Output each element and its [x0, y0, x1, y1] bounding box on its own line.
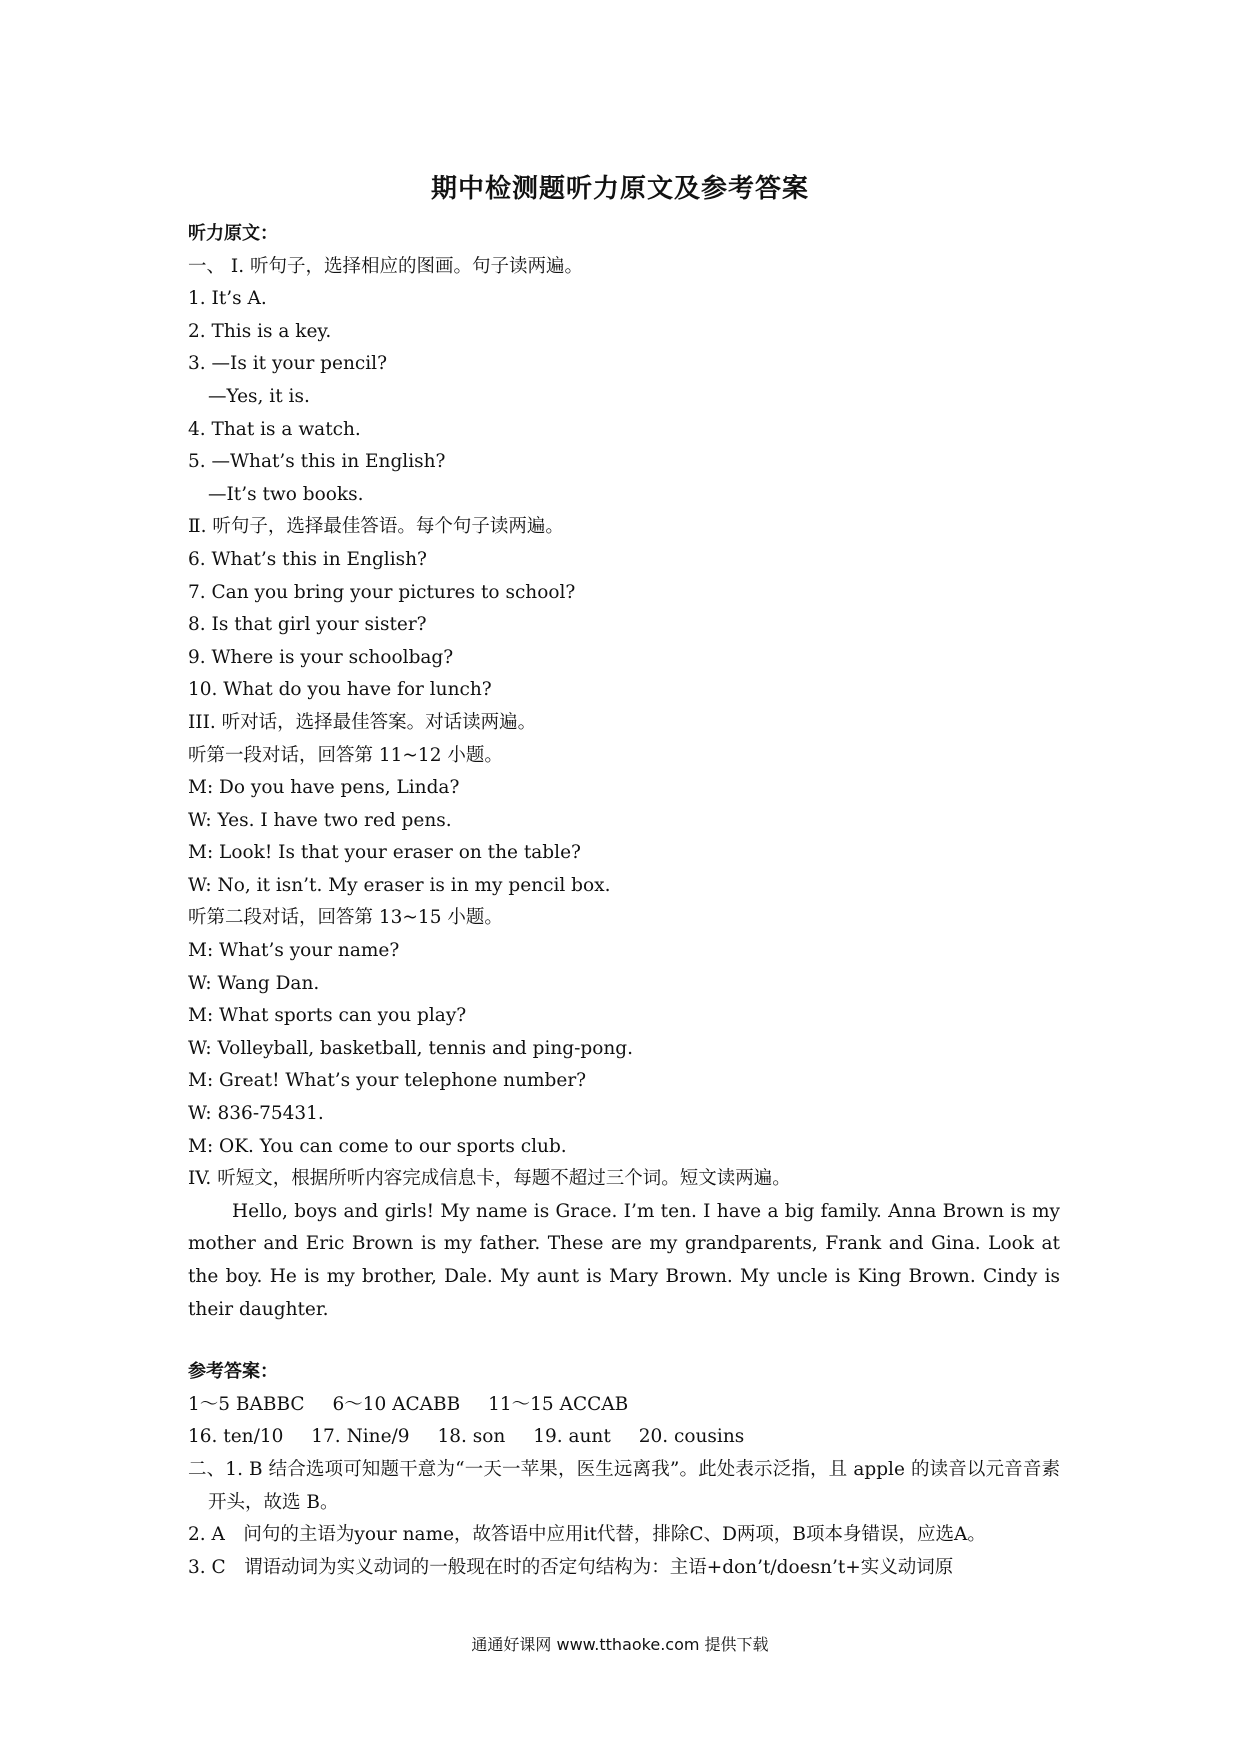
transcript-line: 9. Where is your schoolbag? [188, 646, 454, 668]
explanation-1: 二、1. B 结合选项可知题干意为“一天一苹果，医生远离我”。此处表示泛指，且 apple 的读音以元音音素开头，故选 B。 [188, 1458, 1060, 1513]
transcript-line: III. 听对话，选择最佳答案。对话读两遍。 [188, 711, 537, 733]
footer-source: 通通好课网 www.tthaoke.com 提供下载 [471, 1635, 769, 1654]
transcript-line: W: Wang Dan. [188, 972, 320, 994]
passage-paragraph: Hello, boys and girls! My name is Grace. I’m ten. I have a big family. Anna Brown is my mother and Eric Brown is my father. These are my grandparents, Frank and Gina. Look at the boy. He is my brother, Dale. My aunt is Mary Brown. My uncle is King Brown. Cindy is their daughter. [188, 1200, 1060, 1320]
transcript-line: W: Volleyball, basketball, tennis and ping-pong. [188, 1037, 634, 1059]
transcript-line: 8. Is that girl your sister? [188, 614, 427, 636]
transcript-line: M: Great! What’s your telephone number? [188, 1070, 587, 1092]
transcript-line: IV. 听短文，根据所听内容完成信息卡，每题不超过三个词。短文读两遍。 [188, 1168, 791, 1190]
transcript-line: W: 836-75431. [188, 1103, 324, 1125]
transcript-line: 10. What do you have for lunch? [188, 679, 492, 701]
transcript-line: Ⅱ. 听句子，选择最佳答语。每个句子读两遍。 [188, 516, 564, 538]
explanation-3: 3. C 谓语动词为实义动词的一般现在时的否定句结构为：主语+don’t/doesn’t+实义动词原 [188, 1556, 954, 1578]
transcript-line: 2. This is a key. [188, 320, 332, 342]
transcript-line: —It’s two books. [208, 483, 364, 505]
transcript-line: M: What sports can you play? [188, 1005, 467, 1027]
answer-item: 18. son [437, 1426, 506, 1448]
answer-group: 6～10 ACABB [332, 1393, 461, 1415]
answer-group: 1～5 BABBC [188, 1393, 305, 1415]
answer-item: 17. Nine/9 [311, 1426, 410, 1448]
transcript-line: 5. —What’s this in English? [188, 451, 446, 473]
transcript-line: M: What’s your name? [188, 940, 400, 962]
answer-row-1 [188, 1389, 1060, 1422]
answer-row-2 [188, 1421, 1060, 1454]
transcript-line: W: Yes. I have two red pens. [188, 809, 452, 831]
explanation-2: 2. A 问句的主语为your name，故答语中应用it代替，排除C、D两项，B项本身错误，应选A。 [188, 1524, 986, 1546]
transcript-line: 7. Can you bring your pictures to school? [188, 581, 576, 603]
transcript-line: 4. That is a watch. [188, 418, 361, 440]
transcript-heading: 听力原文： [188, 223, 278, 244]
answer-group: 11～15 ACCAB [488, 1393, 629, 1415]
answers-heading: 参考答案： [188, 1361, 278, 1383]
answer-item: 20. cousins [638, 1426, 745, 1448]
transcript-line: W: No, it isn’t. My eraser is in my pencil box. [188, 874, 611, 896]
transcript-line: —Yes, it is. [208, 385, 310, 407]
transcript-line: 听第二段对话，回答第 13~15 小题。 [188, 907, 503, 929]
answer-item: 19. aunt [533, 1426, 611, 1448]
answer-item: 16. ten/10 [188, 1426, 284, 1448]
transcript-line: 一、 Ⅰ. 听句子，选择相应的图画。句子读两遍。 [188, 255, 583, 277]
transcript-line: 3. —Is it your pencil? [188, 353, 387, 375]
transcript-line: M: Look! Is that your eraser on the table? [188, 842, 581, 864]
transcript-line: 6. What’s this in English? [188, 548, 427, 570]
transcript-lines [188, 251, 1060, 1196]
transcript-line: 1. It’s A. [188, 288, 267, 310]
document-body [188, 218, 1060, 1584]
section-gap [188, 1326, 1060, 1356]
transcript-line: 听第一段对话，回答第 11~12 小题。 [188, 744, 503, 766]
transcript-line: M: Do you have pens, Linda? [188, 777, 460, 799]
transcript-line: M: OK. You can come to our sports club. [188, 1135, 567, 1157]
page-title: 期中检测题听力原文及参考答案 [430, 174, 809, 204]
